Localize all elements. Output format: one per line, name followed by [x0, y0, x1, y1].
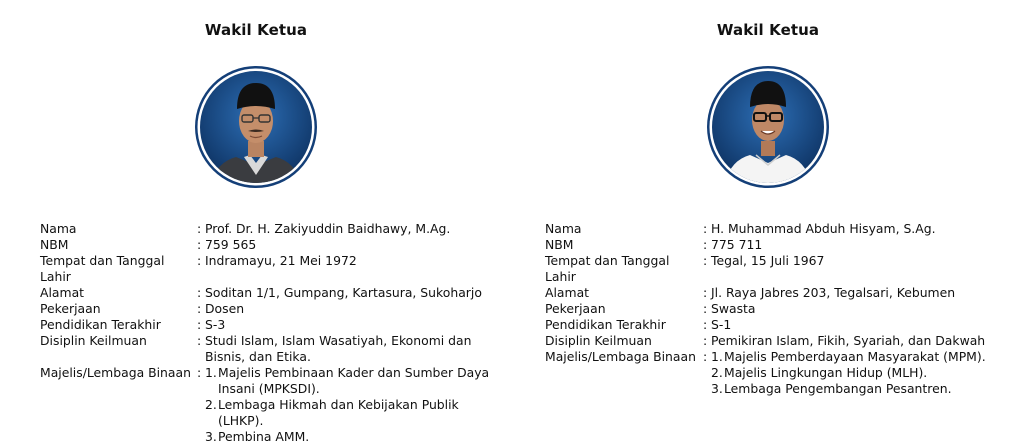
field-row-pendidikan: Pendidikan Terakhir : S-3	[40, 317, 510, 333]
field-label: Alamat	[40, 285, 85, 300]
field-value: Indramayu, 21 Mei 1972	[205, 253, 357, 268]
field-row-alamat: Alamat : Jl. Raya Jabres 203, Tegalsari, Kebumen	[545, 285, 1015, 301]
field-row-alamat: Alamat : Soditan 1/1, Gumpang, Kartasura, Sukoharjo	[40, 285, 510, 301]
field-label: Alamat	[545, 285, 590, 300]
field-row-nama: Nama : Prof. Dr. H. Zakiyuddin Baidhawy, M.Ag.	[40, 221, 510, 237]
field-label: NBM	[545, 237, 574, 252]
field-value: Studi Islam, Islam Wasatiyah, Ekonomi dan Bisnis, dan Etika.	[205, 333, 472, 364]
field-label: Majelis/Lembaga Binaan	[545, 349, 696, 364]
list-item: 2. Lembaga Hikmah dan Kebijakan Publik (LHKP).	[205, 397, 459, 428]
field-label: NBM	[40, 237, 69, 252]
field-value: Dosen	[205, 301, 245, 316]
field-label: Disiplin Keilmuan	[40, 333, 147, 348]
field-value: S-1	[711, 317, 732, 332]
field-row-disiplin: Disiplin Keilmuan : Studi Islam, Islam Wasatiyah, Ekonomi dan Bisnis, dan Etika.	[40, 333, 510, 365]
field-value: 759 565	[205, 237, 257, 252]
field-value: Tegal, 15 Juli 1967	[711, 253, 825, 268]
field-row-ttl: Tempat dan Tanggal Lahir : Tegal, 15 Juli 1967	[545, 253, 1015, 285]
field-row-pendidikan: Pendidikan Terakhir : S-1	[545, 317, 1015, 333]
profile-card-right	[512, 0, 1024, 424]
field-row-ttl: Tempat dan Tanggal Lahir : Indramayu, 21 Mei 1972	[40, 253, 510, 285]
field-row-binaan: Majelis/Lembaga Binaan : 1. Majelis Pemberdayaan Masyarakat (MPM). 2. Majelis Lingkungan Hidup (MLH). 3. Lembaga Pengembangan Pesantren.	[545, 349, 1015, 397]
field-label: Pendidikan Terakhir	[545, 317, 666, 332]
field-row-nama: Nama : H. Muhammad Abduh Hisyam, S.Ag.	[545, 221, 1015, 237]
field-row-pekerjaan: Pekerjaan : Swasta	[545, 301, 1015, 317]
field-row-binaan: Majelis/Lembaga Binaan : 1. Majelis Pembinaan Kader dan Sumber Daya Insani (MPKSDI). 2. Lembaga Hikmah dan Kebijakan Publik (LHKP). 3. Pembina AMM.	[40, 365, 510, 445]
field-label: Pendidikan Terakhir	[40, 317, 161, 332]
field-label: Pekerjaan	[40, 301, 101, 316]
binaan-list	[205, 365, 505, 445]
field-label: Majelis/Lembaga Binaan	[40, 365, 191, 380]
profile-info	[40, 221, 510, 445]
list-item: 2. Majelis Lingkungan Hidup (MLH).	[711, 365, 928, 380]
field-value: Swasta	[711, 301, 756, 316]
field-label: Tempat dan Tanggal Lahir	[545, 253, 670, 284]
field-label: Tempat dan Tanggal Lahir	[40, 253, 165, 284]
field-value: 775 711	[711, 237, 763, 252]
person-portrait-icon	[194, 65, 318, 189]
profile-title: Wakil Ketua	[716, 21, 820, 39]
list-item: 1. Majelis Pembinaan Kader dan Sumber Daya Insani (MPKSDI).	[205, 365, 490, 396]
field-value: Jl. Raya Jabres 203, Tegalsari, Kebumen	[711, 285, 956, 300]
person-portrait-icon	[706, 65, 830, 189]
field-row-disiplin: Disiplin Keilmuan : Pemikiran Islam, Fikih, Syariah, dan Dakwah	[545, 333, 1015, 349]
list-item: 3. Pembina AMM.	[205, 429, 310, 444]
profile-title: Wakil Ketua	[204, 21, 308, 39]
field-value: Soditan 1/1, Gumpang, Kartasura, Sukoharjo	[205, 285, 482, 300]
profile-info	[545, 221, 1015, 397]
field-label: Pekerjaan	[545, 301, 606, 316]
field-row-nbm: NBM : 759 565	[40, 237, 510, 253]
field-row-pekerjaan: Pekerjaan : Dosen	[40, 301, 510, 317]
field-label: Disiplin Keilmuan	[545, 333, 652, 348]
field-label: Nama	[545, 221, 582, 236]
field-value: H. Muhammad Abduh Hisyam, S.Ag.	[711, 221, 936, 236]
field-value: S-3	[205, 317, 226, 332]
list-item: 3. Lembaga Pengembangan Pesantren.	[711, 381, 952, 396]
binaan-list	[711, 349, 1015, 397]
field-row-nbm: NBM : 775 711	[545, 237, 1015, 253]
field-label: Nama	[40, 221, 77, 236]
profile-card-left	[0, 0, 512, 444]
list-item: 1. Majelis Pemberdayaan Masyarakat (MPM).	[711, 349, 986, 364]
field-value: Pemikiran Islam, Fikih, Syariah, dan Dakwah	[711, 333, 986, 348]
field-value: Prof. Dr. H. Zakiyuddin Baidhawy, M.Ag.	[205, 221, 451, 236]
